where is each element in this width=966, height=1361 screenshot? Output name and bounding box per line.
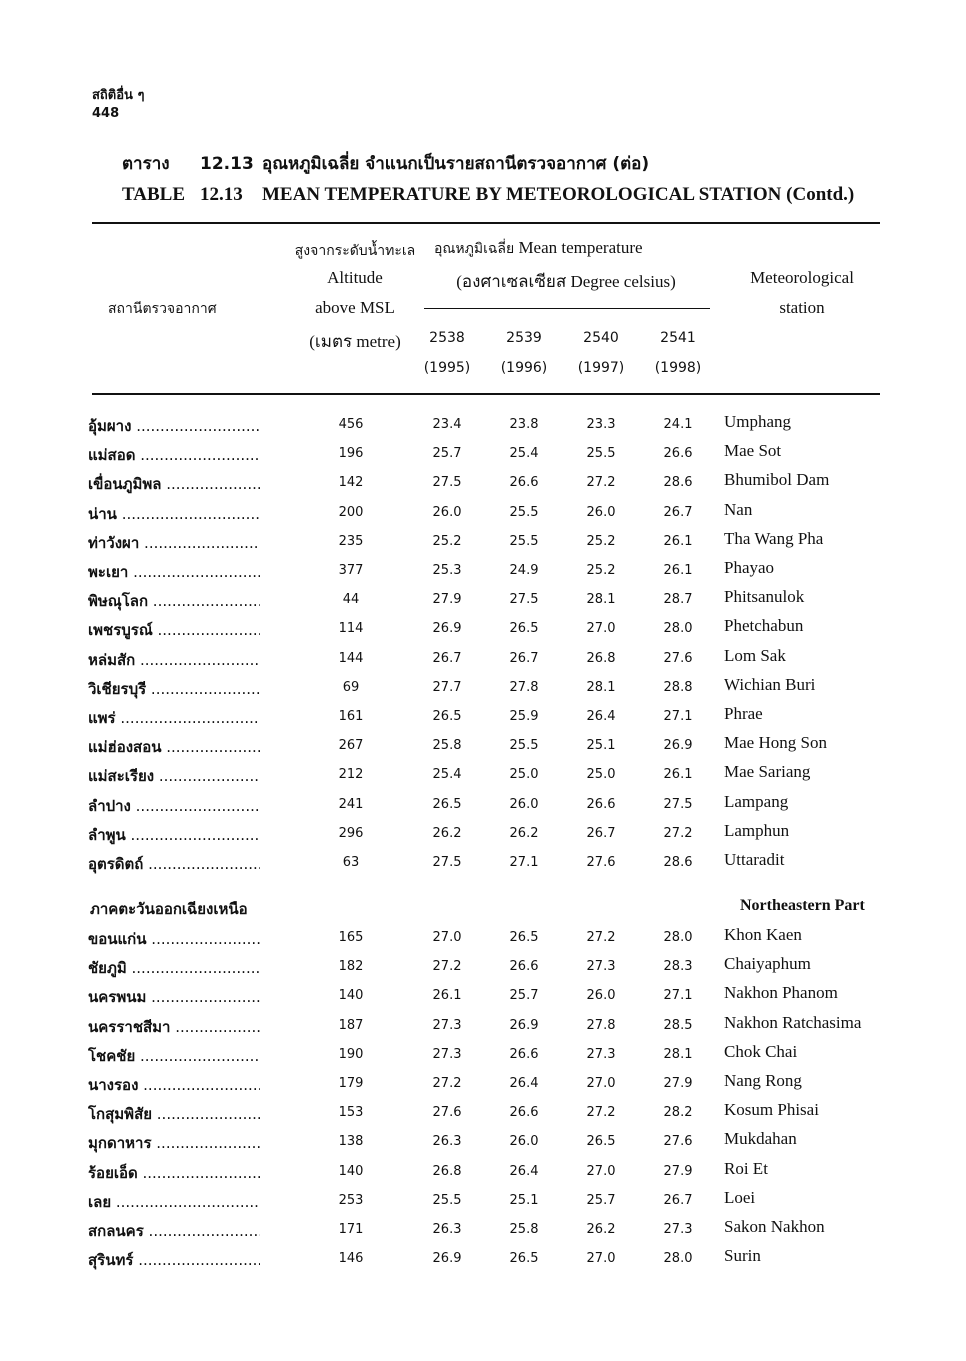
year-ce-1995: (1995) [423, 360, 471, 376]
page-number: 448 [92, 106, 120, 121]
temperature-cell: 25.7 [586, 1192, 616, 1208]
title-text-english: MEAN TEMPERATURE BY METEOROLOGICAL STATION (Contd.) [262, 184, 855, 205]
station-name-thai: โกสุมพิสัย ..... [88, 1102, 260, 1126]
table-row [0, 762, 966, 786]
station-name-english: Phrae [724, 704, 763, 723]
temperature-cell: 27.3 [586, 1046, 616, 1062]
station-name-english: Chok Chai [724, 1041, 798, 1061]
temperature-cell: 26.3 [432, 1134, 462, 1150]
table-row [0, 733, 966, 757]
temperature-cell: 25.5 [509, 504, 539, 520]
temperature-cell: 25.1 [509, 1192, 539, 1208]
header-altitude-english: Altitude [327, 268, 383, 287]
station-name-english: Khon Kaen [724, 925, 802, 944]
temperature-cell: 25.4 [509, 446, 539, 462]
temperature-cell: 26.4 [509, 1163, 539, 1179]
station-name-english: Nakhon Ratchasima [724, 1012, 862, 1032]
table-number-english: 12.13 [200, 184, 243, 205]
table-row [0, 587, 966, 611]
temperature-cell: 26.6 [586, 796, 616, 812]
temperature-cell: 27.3 [663, 1222, 693, 1237]
altitude-cell: 253 [338, 1192, 364, 1208]
table-row [0, 1100, 966, 1124]
temperature-cell: 24.1 [663, 417, 693, 432]
temperature-cell: 25.2 [586, 533, 616, 549]
temperature-cell: 27.6 [432, 1105, 462, 1121]
title-label-english: TABLE [122, 184, 186, 205]
temperature-cell: 25.5 [509, 738, 539, 754]
altitude-cell: 187 [338, 1017, 364, 1033]
temperature-cell: 25.5 [432, 1192, 462, 1208]
temperature-cell: 26.7 [586, 825, 616, 841]
altitude-cell: 241 [338, 796, 364, 812]
temperature-cell: 26.5 [432, 796, 462, 812]
station-name-english: Mae Sot [724, 441, 782, 461]
temperature-cell: 28.1 [586, 592, 616, 608]
station-name-english: Kosum Phisai [724, 1100, 819, 1120]
station-name-thai: นางรอง ..... [88, 1073, 260, 1097]
station-name-english: Phitsanulok [724, 587, 805, 607]
temperature-cell: 26.4 [509, 1076, 539, 1091]
temperature-cell: 27.2 [432, 1076, 462, 1091]
temperature-cell: 27.2 [432, 959, 462, 975]
station-name-thai: พะเยา ..... [88, 560, 260, 584]
altitude-cell: 142 [338, 475, 364, 491]
temperature-cell: 26.7 [663, 504, 693, 520]
year-be-2541: 2541 [660, 330, 696, 346]
station-name-thai: สุรินทร์ ..... [88, 1248, 260, 1272]
temperature-cell: 27.2 [586, 930, 616, 945]
temperature-cell: 24.9 [509, 563, 539, 578]
altitude-cell: 456 [338, 417, 364, 432]
temperature-cell: 27.3 [432, 1046, 462, 1062]
header-station-thai: สถานีตรวจอากาศ [108, 301, 217, 317]
table-row [0, 1013, 966, 1037]
temperature-cell: 28.0 [663, 930, 693, 945]
altitude-cell: 161 [338, 709, 364, 724]
year-be-2539: 2539 [506, 330, 542, 346]
temperature-cell: 27.8 [509, 679, 539, 695]
temperature-cell: 26.9 [432, 1251, 462, 1267]
temperature-cell: 26.2 [432, 825, 462, 841]
temperature-cell: 27.0 [586, 1076, 616, 1091]
station-name-thai: ร้อยเอ็ด ..... [88, 1161, 260, 1185]
table-row [0, 1159, 966, 1183]
temperature-cell: 25.5 [509, 533, 539, 549]
header-station-english: Meteorological [750, 268, 854, 287]
temperature-cell: 26.7 [432, 650, 462, 666]
table-row [0, 1217, 966, 1241]
altitude-cell: 200 [338, 504, 364, 520]
station-name-thai: ชัยภูมิ ..... [88, 956, 260, 980]
station-name-thai: เพชรบูรณ์ ..... [88, 618, 260, 642]
station-name-english: Phetchabun [724, 616, 804, 636]
station-name-english: Mae Sariang [724, 762, 811, 782]
temperature-cell: 26.6 [663, 446, 693, 462]
temperature-cell: 26.6 [509, 959, 539, 975]
altitude-cell: 153 [338, 1105, 364, 1121]
temperature-cell: 25.7 [509, 988, 539, 1004]
station-name-english: Mukdahan [724, 1129, 797, 1149]
temperature-cell: 25.3 [432, 563, 462, 578]
station-name-english: Loei [724, 1187, 756, 1207]
temperature-cell: 26.1 [663, 767, 693, 783]
table-number: 12.13 [200, 154, 254, 174]
temperature-cell: 27.9 [663, 1163, 693, 1179]
station-name-thai: นครพนม ..... [88, 985, 260, 1009]
temperature-cell: 23.3 [586, 417, 616, 432]
table-title-thai [122, 150, 649, 177]
station-name-english: Surin [724, 1246, 761, 1266]
temperature-cell: 25.2 [586, 563, 616, 578]
station-name-thai: อุตรดิตถ์ ..... [88, 852, 260, 876]
altitude-cell: 146 [338, 1251, 364, 1267]
station-name-thai: เลย ..... [88, 1190, 260, 1214]
station-name-english: Sakon Nakhon [724, 1217, 825, 1236]
temperature-cell: 26.8 [432, 1163, 462, 1179]
station-name-english: Lampang [724, 791, 789, 811]
station-name-english: Chaiyaphum [724, 954, 811, 974]
altitude-cell: 144 [338, 650, 364, 666]
temperature-cell: 26.0 [432, 504, 462, 520]
table-row [0, 704, 966, 728]
temperature-cell: 27.6 [663, 1134, 693, 1150]
temperature-cell: 23.8 [509, 417, 539, 432]
temperature-cell: 26.9 [432, 621, 462, 637]
temperature-cell: 26.5 [432, 709, 462, 724]
header-temperature-unit: (องศาเซลเซียส Degree celsius) [456, 272, 676, 291]
altitude-cell: 140 [338, 988, 364, 1004]
table-row [0, 1129, 966, 1153]
temperature-cell: 26.1 [663, 563, 693, 578]
temperature-cell: 27.8 [586, 1017, 616, 1033]
temperature-header-rule [424, 308, 710, 309]
year-be-2538: 2538 [429, 330, 465, 346]
altitude-cell: 63 [342, 855, 360, 870]
station-name-thai: นครราชสีมา ..... [88, 1015, 260, 1039]
temperature-cell: 25.5 [586, 446, 616, 462]
temperature-cell: 26.6 [509, 475, 539, 491]
temperature-cell: 27.9 [432, 592, 462, 608]
station-name-thai: เขื่อนภูมิพล ..... [88, 472, 260, 496]
table-row [0, 983, 966, 1007]
temperature-cell: 26.3 [432, 1222, 462, 1237]
temperature-cell: 27.6 [586, 855, 616, 870]
station-name-thai: พิษณุโลก ..... [88, 589, 260, 613]
section-title-thai: ภาคตะวันออกเฉียงเหนือ [90, 900, 248, 918]
temperature-cell: 27.0 [586, 621, 616, 637]
table-row [0, 1042, 966, 1066]
temperature-cell: 27.0 [586, 1251, 616, 1267]
altitude-cell: 296 [338, 825, 364, 841]
year-ce-1998: (1998) [654, 360, 702, 376]
altitude-cell: 165 [338, 930, 364, 945]
altitude-cell: 190 [338, 1046, 364, 1062]
altitude-cell: 171 [338, 1222, 364, 1237]
station-name-thai: โชคชัย ..... [88, 1044, 260, 1068]
temperature-cell: 23.4 [432, 417, 462, 432]
temperature-cell: 25.7 [432, 446, 462, 462]
altitude-cell: 196 [338, 446, 364, 462]
temperature-cell: 27.2 [663, 825, 693, 841]
temperature-cell: 26.5 [586, 1134, 616, 1150]
temperature-cell: 25.8 [509, 1222, 539, 1237]
temperature-cell: 26.1 [432, 988, 462, 1004]
temperature-cell: 26.0 [586, 988, 616, 1004]
section-title-english: Northeastern Part [740, 897, 865, 914]
temperature-cell: 25.4 [432, 767, 462, 783]
station-name-thai: มุกดาหาร ..... [88, 1131, 260, 1155]
table-row [0, 558, 966, 582]
temperature-cell: 27.5 [432, 855, 462, 870]
temperature-cell: 27.3 [432, 1017, 462, 1033]
temperature-cell: 28.2 [663, 1105, 693, 1121]
temperature-cell: 27.0 [432, 930, 462, 945]
table-row [0, 1071, 966, 1095]
table-row [0, 646, 966, 670]
station-name-english: Mae Hong Son [724, 733, 827, 753]
temperature-cell: 28.1 [586, 679, 616, 695]
altitude-cell: 44 [342, 592, 360, 608]
temperature-cell: 27.2 [586, 475, 616, 491]
temperature-cell: 28.3 [663, 959, 693, 975]
temperature-cell: 26.7 [509, 650, 539, 666]
table-row [0, 792, 966, 816]
table-row [0, 470, 966, 494]
temperature-cell: 28.6 [663, 475, 693, 491]
year-ce-1996: (1996) [500, 360, 548, 376]
temperature-cell: 26.1 [663, 533, 693, 549]
temperature-cell: 27.9 [663, 1076, 693, 1091]
temperature-cell: 26.5 [509, 1251, 539, 1267]
station-name-thai: ท่าวังผา ..... [88, 531, 260, 555]
section-label: สถิติอื่น ๆ [92, 88, 145, 103]
temperature-cell: 25.8 [432, 738, 462, 754]
altitude-cell: 235 [338, 533, 364, 549]
temperature-cell: 26.8 [586, 650, 616, 666]
table-row [0, 675, 966, 699]
temperature-cell: 26.2 [509, 825, 539, 841]
temperature-cell: 27.5 [509, 592, 539, 608]
table-row [0, 925, 966, 949]
temperature-cell: 28.0 [663, 1251, 693, 1267]
station-name-thai: ขอนแก่น ..... [88, 927, 260, 951]
station-name-english: Lamphun [724, 820, 790, 840]
station-name-english: Bhumibol Dam [724, 470, 830, 490]
header-temperature [434, 238, 643, 260]
station-name-thai: แม่ฮ่องสอน ..... [88, 735, 260, 759]
station-name-english: Umphang [724, 412, 792, 431]
station-name-english: Nang Rong [724, 1071, 802, 1090]
temperature-cell: 27.2 [586, 1105, 616, 1121]
temperature-cell: 25.9 [509, 709, 539, 724]
temperature-cell: 28.5 [663, 1017, 693, 1033]
station-name-english: Roi Et [724, 1158, 768, 1178]
temperature-cell: 27.5 [663, 796, 693, 812]
header-altitude-thai: สูงจากระดับน้ำทะเล [294, 243, 416, 259]
temperature-cell: 26.9 [509, 1017, 539, 1033]
station-name-thai: วิเชียรบุรี ..... [88, 677, 260, 701]
header-temperature-thai: อุณหภูมิเฉลี่ย [434, 241, 515, 257]
temperature-cell: 27.1 [663, 709, 693, 724]
station-name-thai: ลำปาง ..... [88, 794, 260, 818]
table-row [0, 954, 966, 978]
table-row [0, 441, 966, 465]
altitude-cell: 114 [338, 621, 364, 637]
altitude-cell: 69 [342, 679, 360, 695]
table-row [0, 1246, 966, 1270]
station-name-english: Nakhon Phanom [724, 983, 838, 1003]
temperature-cell: 27.3 [586, 959, 616, 975]
station-name-english: Tha Wang Pha [724, 528, 824, 548]
temperature-cell: 25.2 [432, 533, 462, 549]
temperature-cell: 26.5 [509, 621, 539, 637]
temperature-cell: 26.6 [509, 1046, 539, 1062]
station-name-english: Wichian Buri [724, 674, 816, 694]
year-be-2540: 2540 [583, 330, 619, 346]
temperature-cell: 27.5 [432, 475, 462, 491]
station-name-thai: น่าน ..... [88, 502, 260, 526]
temperature-cell: 26.7 [663, 1192, 693, 1208]
station-name-thai: แม่สอด ..... [88, 443, 260, 467]
table-row [0, 412, 966, 436]
table-row [0, 821, 966, 845]
temperature-cell: 27.1 [663, 988, 693, 1004]
temperature-cell: 26.2 [586, 1222, 616, 1237]
table-row [0, 500, 966, 524]
altitude-cell: 267 [338, 738, 364, 754]
station-name-english: Phayao [724, 558, 775, 577]
altitude-cell: 182 [338, 959, 364, 975]
altitude-cell: 212 [338, 767, 364, 783]
altitude-cell: 179 [338, 1076, 364, 1091]
temperature-cell: 26.0 [509, 796, 539, 812]
table-row [0, 850, 966, 874]
header-bottom-rule [92, 393, 880, 395]
temperature-cell: 28.6 [663, 855, 693, 870]
station-name-thai: หล่มสัก ..... [88, 648, 260, 672]
station-name-english: Lom Sak [724, 645, 786, 665]
altitude-cell: 377 [338, 563, 364, 578]
temperature-cell: 26.0 [586, 504, 616, 520]
temperature-cell: 27.0 [586, 1163, 616, 1179]
temperature-cell: 27.6 [663, 650, 693, 666]
table-row [0, 1188, 966, 1212]
temperature-cell: 28.1 [663, 1046, 693, 1062]
temperature-cell: 25.1 [586, 738, 616, 754]
temperature-cell: 26.5 [509, 930, 539, 945]
station-name-thai: ลำพูน ..... [88, 823, 260, 847]
station-name-thai: สกลนคร ..... [88, 1219, 260, 1243]
temperature-cell: 26.0 [509, 1134, 539, 1150]
table-row [0, 529, 966, 553]
altitude-cell: 138 [338, 1134, 364, 1150]
header-altitude-unit: (เมตร metre) [309, 332, 401, 351]
temperature-cell: 27.7 [432, 679, 462, 695]
section-row-northeastern [0, 895, 966, 919]
title-text-thai: อุณหภูมิเฉลี่ย จำแนกเป็นรายสถานีตรวจอากาศ (ต่อ) [262, 154, 650, 174]
temperature-cell: 26.4 [586, 709, 616, 724]
temperature-cell: 28.7 [663, 592, 693, 608]
header-station-english-2: station [779, 298, 825, 317]
year-ce-1997: (1997) [577, 360, 625, 376]
title-label-thai: ตาราง [122, 154, 170, 174]
temperature-cell: 25.0 [509, 767, 539, 783]
station-name-thai: แม่สะเรียง ..... [88, 764, 260, 788]
station-name-thai: แพร่ ..... [88, 706, 260, 730]
temperature-cell: 28.8 [663, 679, 693, 695]
station-name-english: Uttaradit [724, 850, 785, 869]
temperature-cell: 26.6 [509, 1105, 539, 1121]
station-name-english: Nan [724, 499, 753, 519]
altitude-cell: 140 [338, 1163, 364, 1179]
header-temperature-english: Mean temperature [518, 238, 643, 257]
top-rule [92, 222, 880, 224]
temperature-cell: 28.0 [663, 621, 693, 637]
station-name-thai: อุ้มผาง ..... [88, 414, 260, 438]
header-altitude-english-2: above MSL [315, 298, 395, 317]
temperature-cell: 26.9 [663, 738, 693, 754]
table-title-english [122, 184, 854, 206]
temperature-cell: 25.0 [586, 767, 616, 783]
temperature-cell: 27.1 [509, 855, 539, 870]
table-row [0, 616, 966, 640]
